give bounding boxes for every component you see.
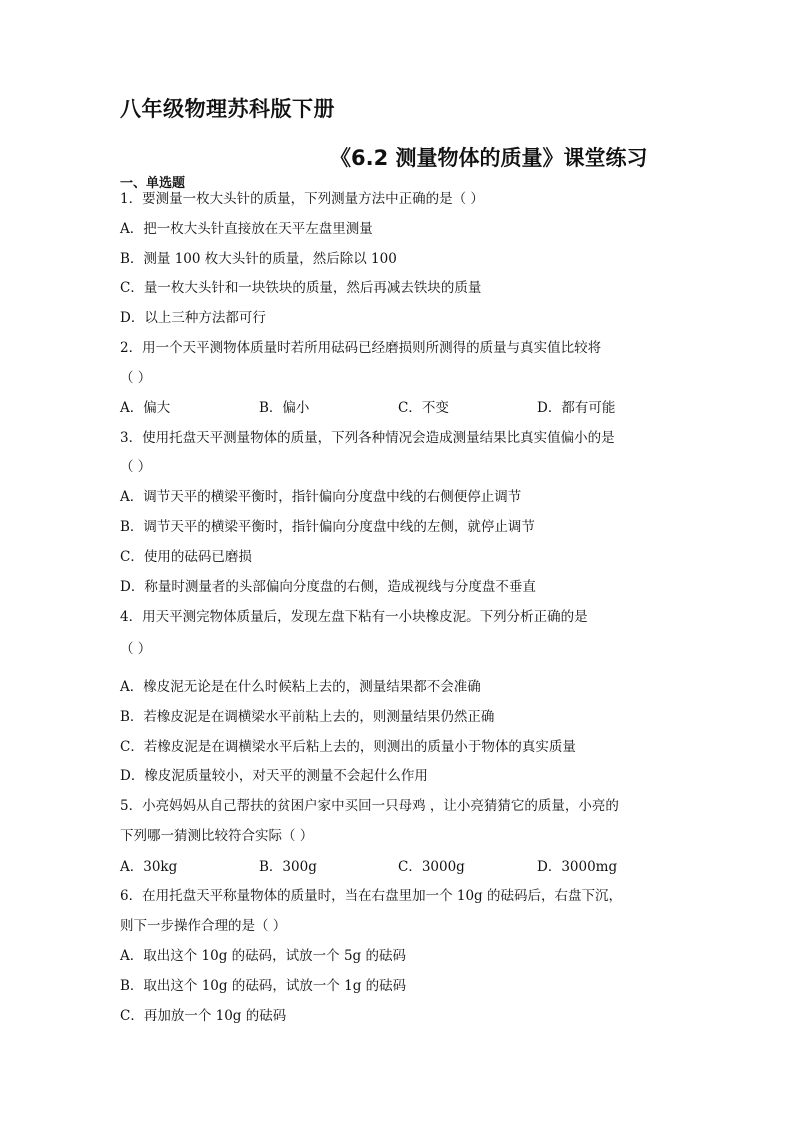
question-4-option-b: B．若橡皮泥是在调横梁水平前粘上去的，则测量结果仍然正确 xyxy=(120,709,495,725)
question-6-option-b: B．取出这个 10g 的砝码，试放一个 1g 的砝码 xyxy=(120,978,407,994)
question-1-option-a: A．把一枚大头针直接放在天平左盘里测量 xyxy=(120,221,373,237)
question-5-stem-cont: 下列哪一猜测比较符合实际（ ） xyxy=(120,828,314,844)
question-5-option-b: B．300g xyxy=(259,859,317,875)
question-5-option-c: C．3000g xyxy=(398,859,465,875)
question-5-option-d: D．3000mg xyxy=(537,859,618,875)
question-3-option-c: C．使用的砝码已磨损 xyxy=(120,549,252,565)
question-3-stem: 3．使用托盘天平测量物体的质量，下列各种情况会造成测量结果比真实值偏小的是 xyxy=(120,430,615,446)
question-2-stem-cont: （ ） xyxy=(120,370,152,386)
question-4-option-a: A．橡皮泥无论是在什么时候粘上去的，测量结果都不会准确 xyxy=(120,679,481,695)
question-3-stem-cont: （ ） xyxy=(120,459,152,475)
question-2-option-c: C．不变 xyxy=(398,400,449,416)
question-1-option-c: C．量一枚大头针和一块铁块的质量，然后再减去铁块的质量 xyxy=(120,280,482,296)
question-5-stem: 5．小亮妈妈从自己帮扶的贫困户家中买回一只母鸡 ，让小亮猜猜它的质量，小亮的 xyxy=(120,798,619,814)
document-title: 八年级物理苏科版下册 xyxy=(120,97,335,121)
question-4-option-c: C．若橡皮泥是在调横梁水平后粘上去的，则测出的质量小于物体的真实质量 xyxy=(120,739,576,755)
question-4-option-d: D．橡皮泥质量较小，对天平的测量不会起什么作用 xyxy=(120,768,428,784)
question-2-option-b: B．偏小 xyxy=(259,400,310,416)
question-6-stem: 6．在用托盘天平称量物体的质量时，当在右盘里加一个 10g 的砝码后，右盘下沉， xyxy=(120,888,622,904)
question-6-option-c: C．再加放一个 10g 的砝码 xyxy=(120,1008,287,1024)
document-subtitle: 《6.2 测量物体的质量》课堂练习 xyxy=(330,146,648,170)
question-2-option-a: A．偏大 xyxy=(120,400,171,416)
question-3-option-a: A．调节天平的横梁平衡时，指针偏向分度盘中线的右侧便停止调节 xyxy=(120,489,522,505)
question-1-option-b: B．测量 100 枚大头针的质量，然后除以 100 xyxy=(120,251,397,267)
question-6-option-a: A．取出这个 10g 的砝码，试放一个 5g 的砝码 xyxy=(120,948,406,964)
question-6-stem-cont: 则下一步操作合理的是（ ） xyxy=(120,918,287,934)
question-2-option-d: D．都有可能 xyxy=(537,400,616,416)
question-4-stem: 4．用天平测完物体质量后，发现左盘下粘有一小块橡皮泥。下列分析正确的是 xyxy=(120,609,588,625)
question-4-stem-cont: （ ） xyxy=(120,641,152,657)
question-2-stem: 2．用一个天平测物体质量时若所用砝码已经磨损则所测得的质量与真实值比较将 xyxy=(120,340,602,356)
question-3-option-b: B．调节天平的横梁平衡时，指针偏向分度盘中线的左侧，就停止调节 xyxy=(120,519,535,535)
question-1-option-d: D．以上三种方法都可行 xyxy=(120,310,266,326)
section-heading: 一、单选题 xyxy=(120,176,186,191)
question-5-option-a: A．30kg xyxy=(120,859,178,875)
question-3-option-d: D．称量时测量者的头部偏向分度盘的右侧，造成视线与分度盘不垂直 xyxy=(120,579,536,595)
question-1-stem: 1．要测量一枚大头针的质量，下列测量方法中正确的是（ ） xyxy=(120,191,484,207)
